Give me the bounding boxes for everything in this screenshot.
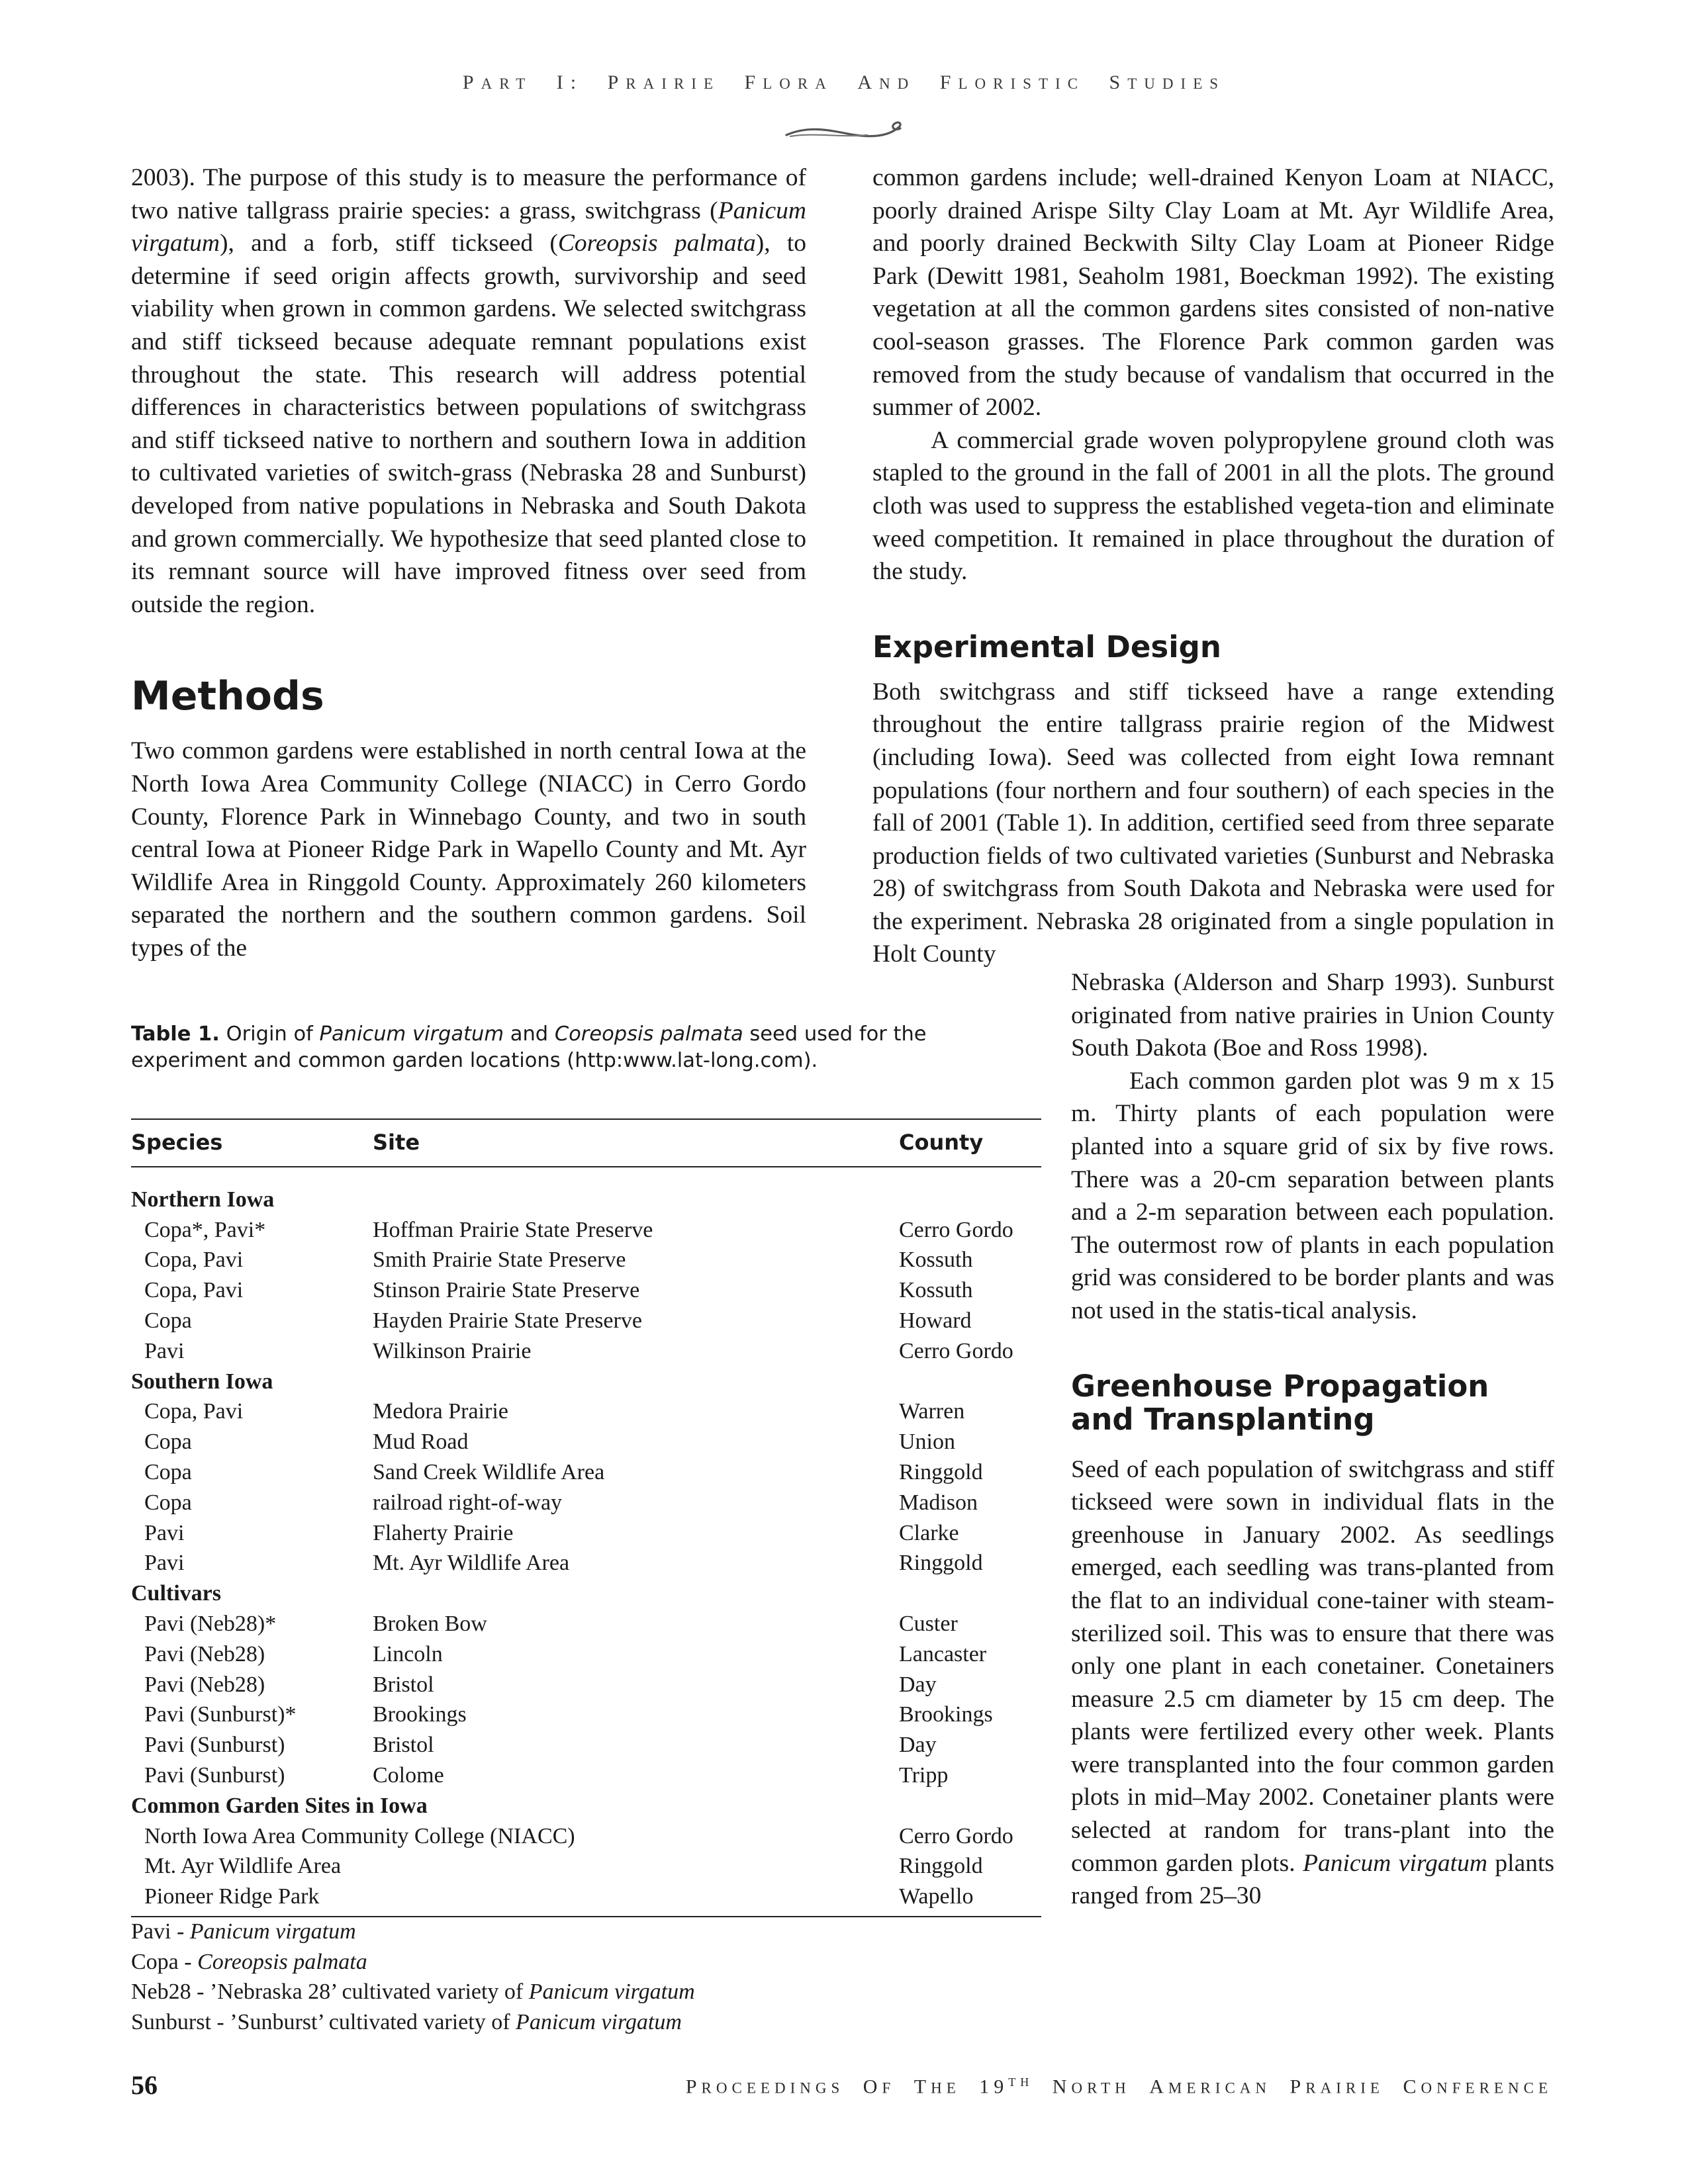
column-header-county: County <box>899 1119 1041 1167</box>
table-cell-site: Hoffman Prairie State Preserve <box>373 1217 653 1242</box>
scientific-name: Panicum virgatum <box>319 1023 504 1046</box>
table-row <box>131 1427 1041 1457</box>
table-cell-site: Wilkinson Prairie <box>373 1338 532 1363</box>
table-note: Copa - Coreopsis palmata <box>131 1949 367 1974</box>
table-cell-county: Kossuth <box>899 1248 973 1273</box>
table-group-label: Cultivars <box>131 1581 221 1606</box>
scientific-name: Coreopsis palmata <box>197 1949 367 1974</box>
table-cell-site: Smith Prairie State Preserve <box>373 1248 626 1273</box>
table-cell-site: Brookings <box>373 1702 467 1727</box>
table-cell-species: Copa <box>144 1460 192 1485</box>
experimental-design-paragraph-continued: Nebraska (Alderson and Sharp 1993). Sunburst originated from native prairies in Union County South Dakota (Boe and Ross 1998). <box>1071 969 1554 1062</box>
scientific-name: Coreopsis palmata <box>557 230 756 257</box>
table-group-row <box>131 1578 1041 1609</box>
table-cell-county: Cerro Gordo <box>899 1823 1013 1848</box>
table-cell-species: Pavi (Sunburst) <box>144 1733 285 1758</box>
table-cell-county: Union <box>899 1430 955 1455</box>
table-caption-label: Table 1. <box>131 1023 220 1046</box>
table-group-row <box>131 1791 1041 1821</box>
table-cell-species: Copa <box>144 1308 192 1334</box>
table-row <box>131 1700 1041 1731</box>
table-cell-species: Pavi (Neb28)* <box>144 1612 277 1637</box>
table-cell-site: Medora Prairie <box>373 1399 508 1424</box>
table-cell-county: Day <box>899 1733 937 1758</box>
table-cell-site: Broken Bow <box>373 1612 487 1637</box>
table-row <box>131 1397 1041 1428</box>
table-row <box>131 1609 1041 1639</box>
ground-cloth-paragraph: A commercial grade woven polypropylene ground cloth was stapled to the ground in the fall of 2001 in all the plots. The ground cloth was used to suppress the established vegeta-tion and eliminate weed competition. It remained in place throughout the duration of the study. <box>872 426 1554 586</box>
right-column-bottom <box>1071 966 1554 1913</box>
table-cell-county: Clarke <box>899 1520 959 1545</box>
table-caption-text: Origin of Panicum virgatum and Coreopsis palmata seed used for the experiment and common garden locations (http:www.lat-long.com). <box>131 1023 927 1072</box>
table-cell-county: Cerro Gordo <box>899 1338 1013 1363</box>
table-cell-species: Copa <box>144 1430 192 1455</box>
table-cell-county: Ringgold <box>899 1854 983 1879</box>
table-row <box>131 1336 1041 1367</box>
running-foot: PROCEEDINGS OF THE 19TH NORTH AMERICAN PRAIRIE CONFERENCE <box>685 2075 1552 2098</box>
table-cell-species: North Iowa Area Community College (NIACC) <box>144 1823 575 1848</box>
table-cell-county: Lancaster <box>899 1641 987 1666</box>
table-cell-species: Copa <box>144 1490 192 1515</box>
table-cell-species: Pavi (Neb28) <box>144 1641 265 1666</box>
left-column <box>131 161 806 964</box>
table-cell-county: Warren <box>899 1399 965 1424</box>
table-row <box>131 1275 1041 1306</box>
table-cell-site: Sand Creek Wildlife Area <box>373 1460 605 1485</box>
table-row <box>131 1215 1041 1246</box>
table-row <box>131 1549 1041 1579</box>
table-cell-site: Hayden Prairie State Preserve <box>373 1308 642 1334</box>
table-row <box>131 1246 1041 1276</box>
table-row <box>131 1639 1041 1670</box>
table-row <box>131 1518 1041 1549</box>
plot-layout-paragraph: Each common garden plot was 9 m x 15 m. Thirty plants of each population were planted into a square grid of six by five rows. There was a 20-cm separation between plants and a 2-m separation between each population. The outermost row of plants in each population grid was considered to be border plants and was not used in the statis-tical analysis. <box>1071 1067 1554 1324</box>
table-cell-site: Bristol <box>373 1733 434 1758</box>
table-cell-species: Copa, Pavi <box>144 1278 244 1303</box>
methods-paragraph: Two common gardens were established in north central Iowa at the North Iowa Area Community College (NIACC) in Cerro Gordo County, Florence Park in Winnebago County, and two in south central Iowa at Pioneer Ridge Park in Wapello County and Mt. Ayr Wildlife Area in Ringgold County. Approximately 260 kilometers separated the northern and the southern common gardens. Soil types of the <box>131 737 806 962</box>
table-cell-county: Kossuth <box>899 1278 973 1303</box>
swash-ornament-icon <box>781 118 907 144</box>
table-row <box>131 1670 1041 1700</box>
table-cell-county: Wapello <box>899 1882 1041 1917</box>
table-cell-site: Flaherty Prairie <box>373 1520 514 1545</box>
column-header-species: Species <box>131 1119 373 1167</box>
table-cell-species: Pavi (Sunburst) <box>144 1763 285 1788</box>
right-column-top <box>872 161 1554 971</box>
table-cell-county: Day <box>899 1672 937 1697</box>
scientific-name: Panicum virgatum <box>189 1919 356 1944</box>
table-cell-site: Colome <box>373 1763 444 1788</box>
table-cell-site: Mt. Ayr Wildlife Area <box>373 1551 570 1576</box>
table-cell-county: Ringgold <box>899 1551 983 1576</box>
table-spacer-row <box>131 1167 1041 1185</box>
running-head: PART I: PRAIRIE FLORA AND FLORISTIC STUDIES <box>462 71 1226 93</box>
table-caption <box>131 1021 1045 1074</box>
table-header-row <box>131 1119 1041 1167</box>
table-cell-county: Ringgold <box>899 1460 983 1485</box>
origin-table <box>131 1118 1041 1917</box>
table-cell-county: Madison <box>899 1490 978 1515</box>
table-group-label: Common Garden Sites in Iowa <box>131 1793 428 1818</box>
table-cell-species: Pioneer Ridge Park <box>131 1882 899 1917</box>
table-cell-species: Copa, Pavi <box>144 1399 244 1424</box>
table-row <box>131 1488 1041 1518</box>
greenhouse-paragraph: Seed of each population of switchgrass and stiff tickseed were sown in individual flats in the greenhouse in January 2002. As seedlings emerged, each seedling was trans-planted from the flat to an individual cone-tainer with steam-sterilized soil. This was to ensure that there was only one plant in each conetainer. Conetainers measure 2.5 cm diameter by 15 cm deep. The plants were fertilized every other week. Plants were transplanted into the four common garden plots in mid–May 2002. Conetainer plants were selected at random for trans-plant into the common garden plots. Panicum virgatum plants ranged from 25–30 <box>1071 1455 1554 1910</box>
table-cell-species: Copa*, Pavi* <box>144 1217 266 1242</box>
table-row <box>131 1760 1041 1791</box>
table-cell-site: Stinson Prairie State Preserve <box>373 1278 640 1303</box>
table-notes <box>131 1917 992 2037</box>
table-row <box>131 1730 1041 1760</box>
table-note: Sunburst - ’Sunburst’ cultivated variety of Panicum virgatum <box>131 2009 682 2034</box>
experimental-design-heading: Experimental Design <box>872 629 1221 664</box>
page-number: 56 <box>131 2070 158 2100</box>
column-header-site: Site <box>373 1119 899 1167</box>
scientific-name: Panicum virgatum <box>131 197 806 257</box>
table-cell-species: Mt. Ayr Wildlife Area <box>144 1854 342 1879</box>
table-row <box>131 1457 1041 1488</box>
table-cell-site: Lincoln <box>373 1641 443 1666</box>
table-cell-county: Custer <box>899 1612 958 1637</box>
table-body <box>131 1167 1041 1917</box>
table-cell-site: Bristol <box>373 1672 434 1697</box>
greenhouse-heading: Greenhouse Propagation and Transplanting <box>1071 1368 1489 1437</box>
table-note: Neb28 - ’Nebraska 28’ cultivated variety of Panicum virgatum <box>131 1979 695 2004</box>
table-cell-species: Pavi <box>144 1551 185 1576</box>
experimental-design-paragraph: Both switchgrass and stiff tickseed have a range extending throughout the entire tallgrass prairie region of the Midwest (including Iowa). Seed was collected from eight Iowa remnant populations (four northern and four southern) of each species in the fall of 2001 (Table 1). In addition, certified seed from three separate production fields of two cultivated varieties (Sunburst and Nebraska 28) of switchgrass from South Dakota and Nebraska were used for the experiment. Nebraska 28 originated from a single population in Holt County <box>872 678 1554 968</box>
table-cell-county: Cerro Gordo <box>899 1217 1013 1242</box>
table-row <box>131 1821 1041 1852</box>
table-note: Pavi - Panicum virgatum <box>131 1919 356 1944</box>
table-group-row <box>131 1367 1041 1397</box>
table-group-label: Northern Iowa <box>131 1187 275 1212</box>
table-cell-county: Howard <box>899 1308 972 1334</box>
table-cell-species: Pavi (Neb28) <box>144 1672 265 1697</box>
table-row <box>131 1882 1041 1917</box>
scientific-name: Panicum virgatum <box>528 1979 695 2004</box>
table-cell-species: Pavi <box>144 1520 185 1545</box>
table-row <box>131 1306 1041 1336</box>
table-row <box>131 1852 1041 1882</box>
table-cell-site: Mud Road <box>373 1430 469 1455</box>
table-cell-species: Pavi (Sunburst)* <box>144 1702 297 1727</box>
scientific-name: Coreopsis palmata <box>554 1023 743 1046</box>
soils-paragraph: common gardens include; well-drained Kenyon Loam at NIACC, poorly drained Arispe Silty Clay Loam at Mt. Ayr Wildlife Area, and poorly drained Beckwith Silty Clay Loam at Pioneer Ridge Park (Dewitt 1981, Seaholm 1981, Boeckman 1992). The existing vegetation at all the common gardens sites consisted of non-native cool-season grasses. The Florence Park common garden was removed from the study because of vandalism that occurred in the summer of 2002. <box>872 164 1554 422</box>
table-cell-county: Tripp <box>899 1763 949 1788</box>
table-cell-species: Copa, Pavi <box>144 1248 244 1273</box>
methods-heading: Methods <box>131 673 324 720</box>
scientific-name: Panicum virgatum <box>1303 1849 1487 1877</box>
table-cell-county: Brookings <box>899 1702 993 1727</box>
table-group-label: Southern Iowa <box>131 1369 273 1394</box>
intro-paragraph: 2003). The purpose of this study is to measure the performance of two native tallgrass prairie species: a grass, switchgrass (Panicum virgatum), and a forb, stiff tickseed (Coreopsis palmata), to determine if seed origin affects growth, survivorship and seed viability when grown in common gardens. We selected switchgrass and stiff tickseed because adequate remnant populations exist throughout the state. This research will address potential differences in characteristics between populations of switchgrass and stiff tickseed native to northern and southern Iowa in addition to cultivated varieties of switch-grass (Nebraska 28 and Sunburst) developed from native populations in Nebraska and South Dakota and grown commercially. We hypothesize that seed planted close to its remnant source will have improved fitness over seed from outside the region. <box>131 164 806 618</box>
table-cell-site: railroad right-of-way <box>373 1490 563 1515</box>
scientific-name: Panicum virgatum <box>516 2009 682 2034</box>
table-group-row <box>131 1185 1041 1215</box>
table-cell-species: Pavi <box>144 1338 185 1363</box>
